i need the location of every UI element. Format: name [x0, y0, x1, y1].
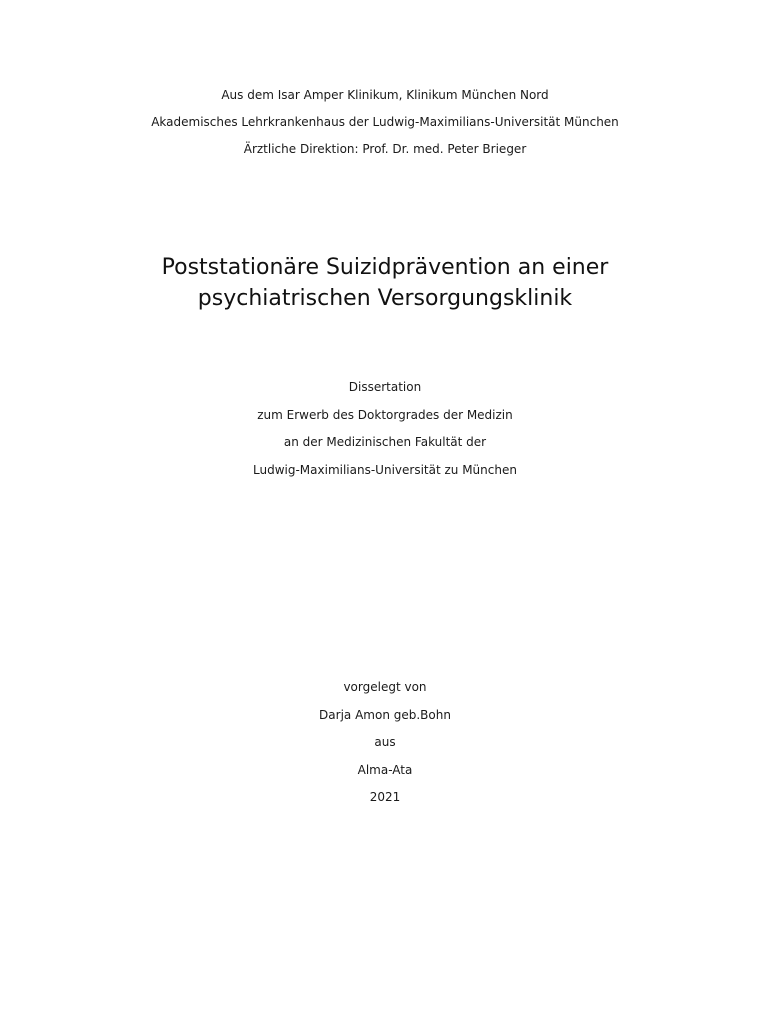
header-institution: Aus dem Isar Amper Klinikum, Klinikum München Nord	[221, 88, 549, 102]
presented-by: vorgelegt von	[343, 680, 427, 694]
header-direction: Ärztliche Direktion: Prof. Dr. med. Peter Brieger	[243, 142, 527, 156]
submission-year: 2021	[369, 790, 401, 804]
title-line-2: psychiatrischen Versorgungsklinik	[197, 286, 573, 311]
birthplace: Alma-Ata	[357, 763, 413, 777]
author-name: Darja Amon geb.Bohn	[319, 708, 451, 722]
dissertation-label: Dissertation	[348, 380, 422, 394]
title-line-1: Poststationäre Suizidprävention an einer	[161, 255, 609, 280]
dissertation-faculty: an der Medizinischen Fakultät der	[283, 435, 487, 449]
from-label: aus	[374, 735, 396, 749]
dissertation-purpose: zum Erwerb des Doktorgrades der Medizin	[257, 408, 513, 422]
dissertation-title	[0, 252, 770, 314]
dissertation-university: Ludwig-Maximilians-Universität zu München	[253, 463, 517, 477]
header-teaching-hospital: Akademisches Lehrkrankenhaus der Ludwig-Maximilians-Universität München	[151, 115, 619, 129]
